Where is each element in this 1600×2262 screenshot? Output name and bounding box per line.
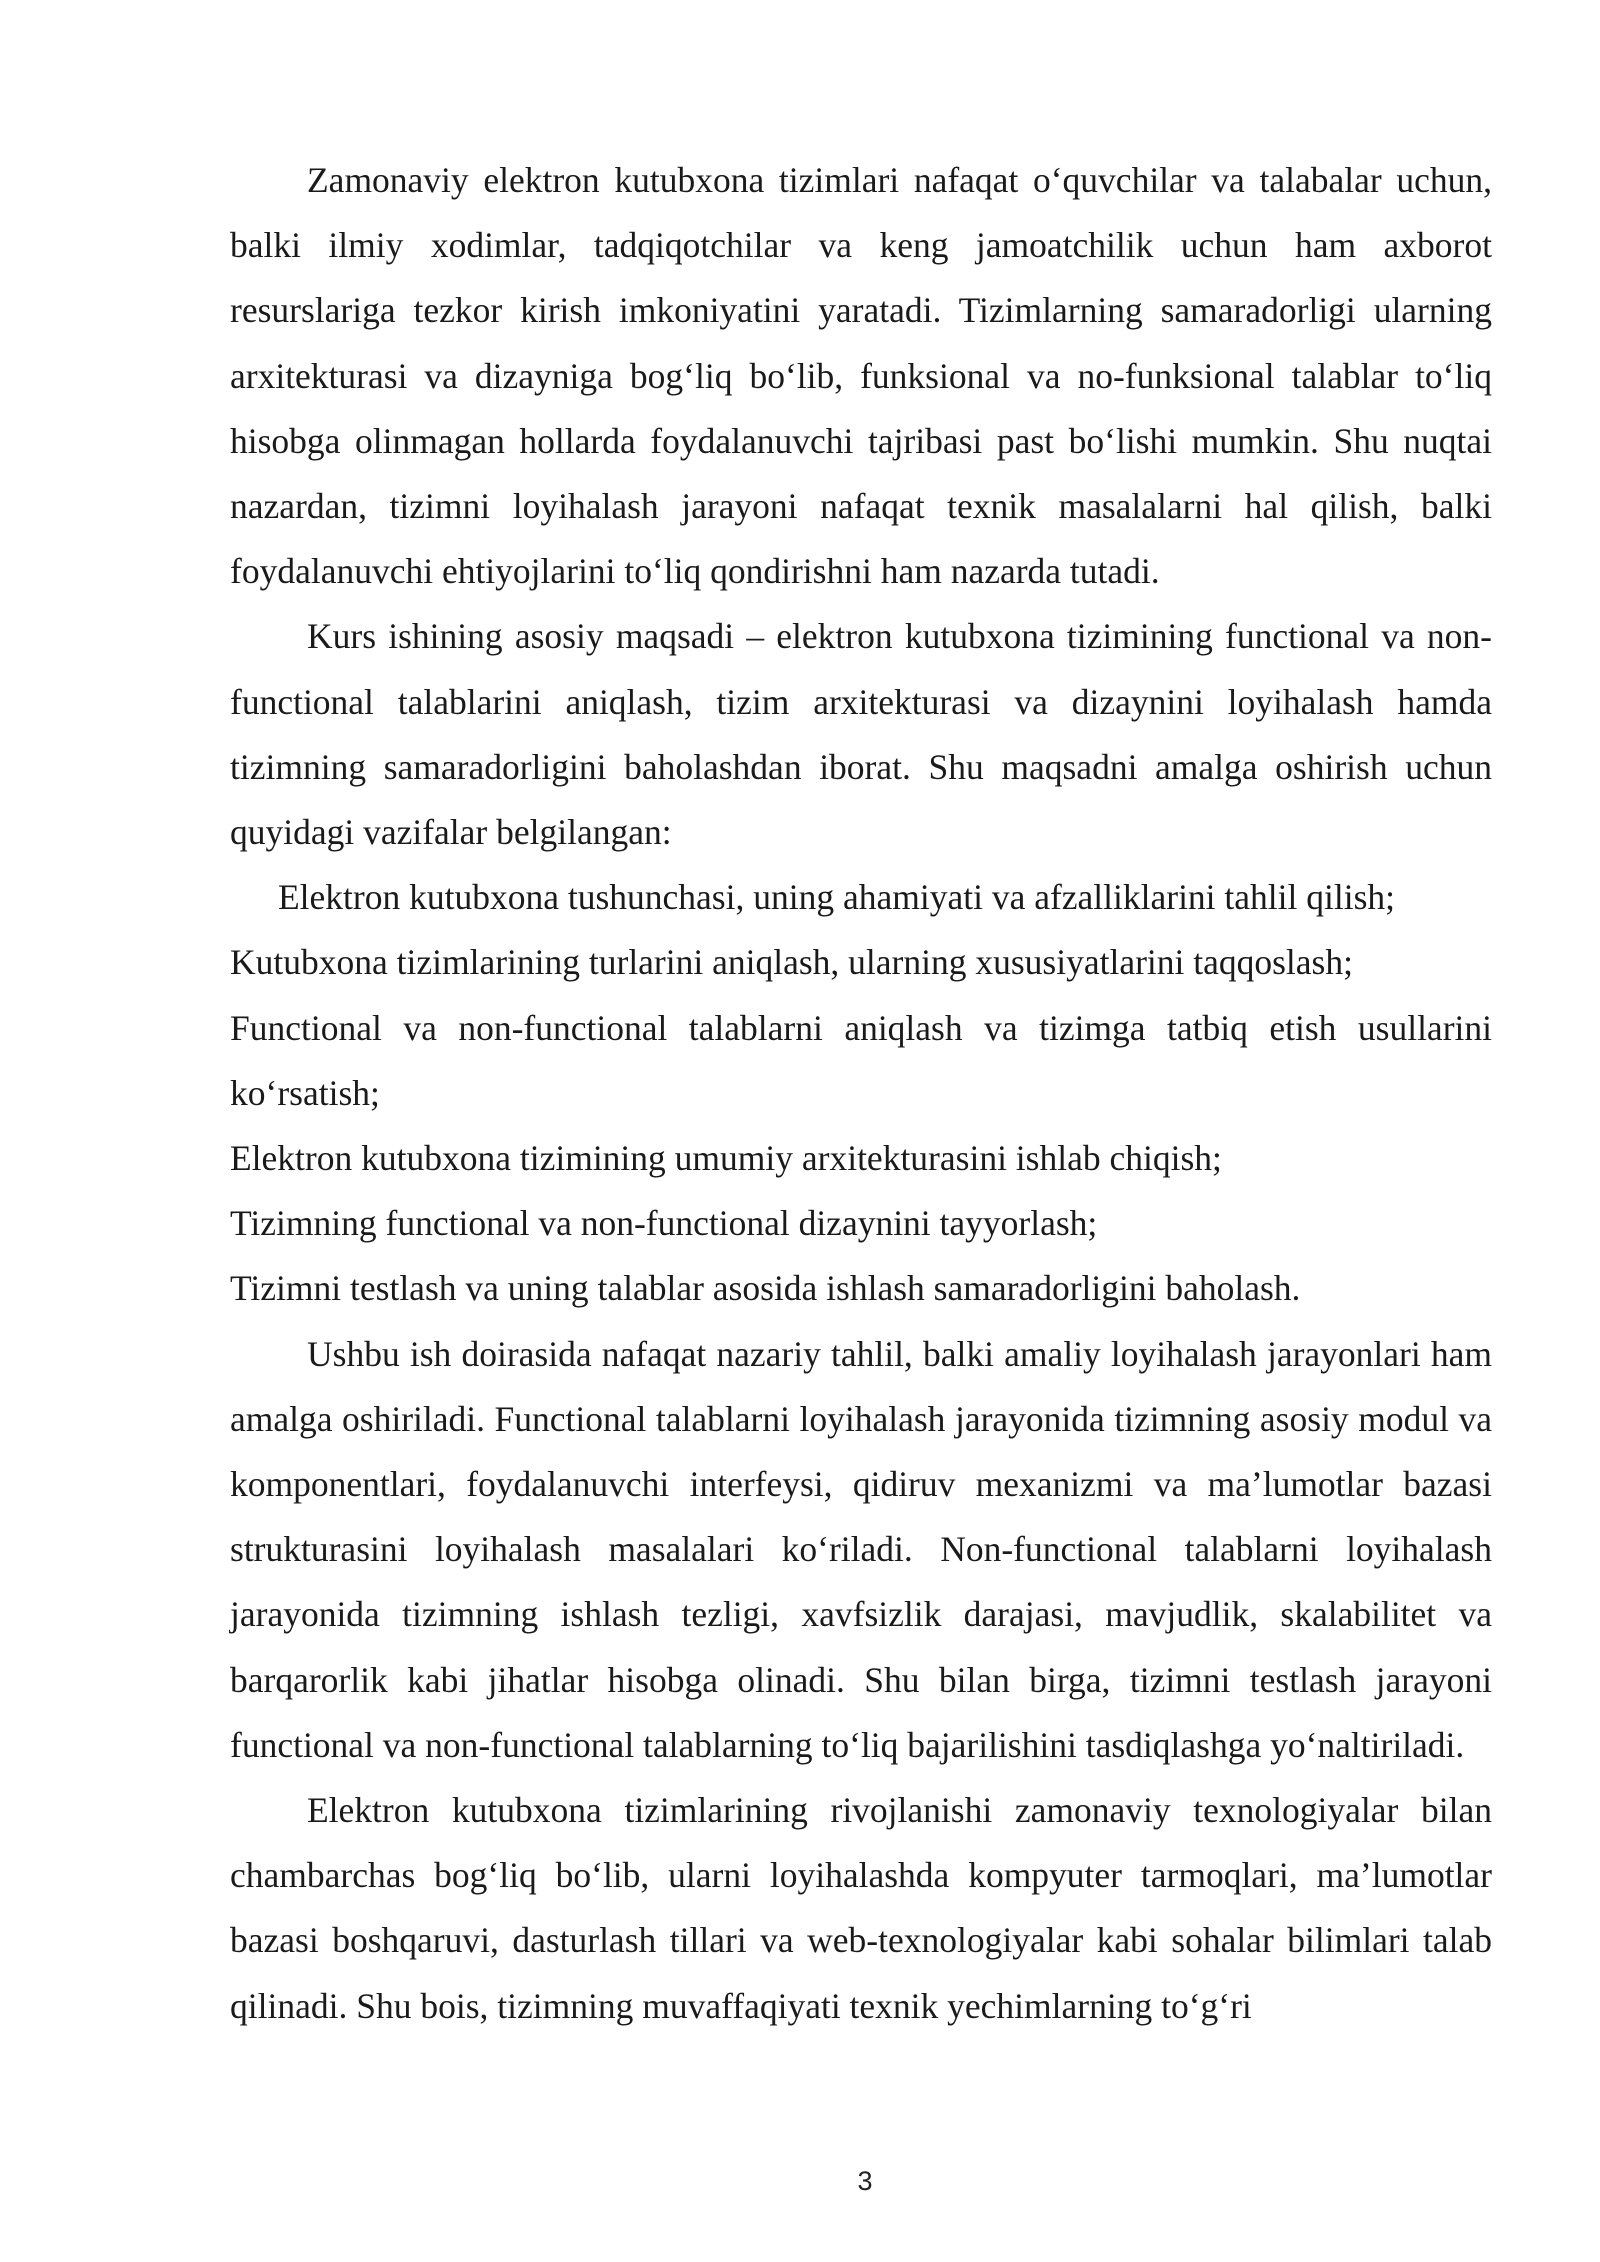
task-item: Kutubxona tizimlarining turlarini aniqlash, ularning xususiyatlarini taqqoslash; <box>230 942 1353 983</box>
paragraph-goal: Kurs ishining asosiy maqsadi – elektron kutubxona tizimining functional va non-functional talablarini aniqlash, tizim arxitekturasi va dizaynini loyihalash hamda tizimning samaradorligini baholashdan iborat. Shu maqsadni amalga oshirish uchun quyidagi vazifalar belgilangan: <box>230 616 1492 853</box>
task-item: Functional va non-functional talablarni aniqlash va tizimga tatbiq etish usullarini ko‘rsatish; <box>230 1007 1492 1113</box>
paragraph-technology: Elektron kutubxona tizimlarining rivojlanishi zamonaviy texnologiyalar bilan chambarchas bog‘liq bo‘lib, ularni loyihalashda kompyuter tarmoqlari, ma’lumotlar bazasi boshqaruvi, dasturlash tillari va web-texnologiyalar kabi sohalar bilimlari talab qilinadi. Shu bois, tizimning muvaffaqiyati texnik yechimlarning to‘g‘ri <box>230 1790 1492 2026</box>
task-item: Elektron kutubxona tushunchasi, uning ahamiyati va afzalliklarini tahlil qilish; <box>278 877 1396 918</box>
task-item: Tizimni testlash va uning talablar asosida ishlash samaradorligini baholash. <box>230 1268 1301 1309</box>
task-item: Tizimning functional va non-functional dizaynini tayyorlash; <box>230 1203 1098 1244</box>
document-page <box>230 148 1492 2039</box>
paragraph-scope: Ushbu ish doirasida nafaqat nazariy tahlil, balki amaliy loyihalash jarayonlari ham amalga oshiriladi. Functional talablarni loyihalash jarayonida tizimning asosiy modul va komponentlari, foydalanuvchi interfeysi, qidiruv mexanizmi va ma’lumotlar bazasi strukturasini loyihalash masalalari ko‘riladi. Non-functional talablarni loyihalash jarayonida tizimning ishlash tezligi, xavfsizlik darajasi, mavjudlik, skalabilitet va barqarorlik kabi jihatlar hisobga olinadi. Shu bilan birga, tizimni testlash jarayoni functional va non-functional talablarning to‘liq bajarilishini tasdiqlashga yo‘naltiriladi. <box>230 1333 1492 1765</box>
paragraph-intro: Zamonaviy elektron kutubxona tizimlari nafaqat o‘quvchilar va talabalar uchun, balki ilmiy xodimlar, tadqiqotchilar va keng jamoatchilik uchun ham axborot resurslariga tezkor kirish imkoniyatini yaratadi. Tizimlarning samaradorligi ularning arxitekturasi va dizayniga bog‘liq bo‘lib, funksional va no-funksional talablar to‘liq hisobga olinmagan hollarda foydalanuvchi tajribasi past bo‘lishi mumkin. Shu nuqtai nazardan, tizimni loyihalash jarayoni nafaqat texnik masalalarni hal qilish, balki foydalanuvchi ehtiyojlarini to‘liq qondirishni ham nazarda tutadi. <box>230 160 1492 592</box>
page-number: 3 <box>857 2166 873 2196</box>
task-item: Elektron kutubxona tizimining umumiy arxitekturasini ishlab chiqish; <box>230 1138 1222 1179</box>
